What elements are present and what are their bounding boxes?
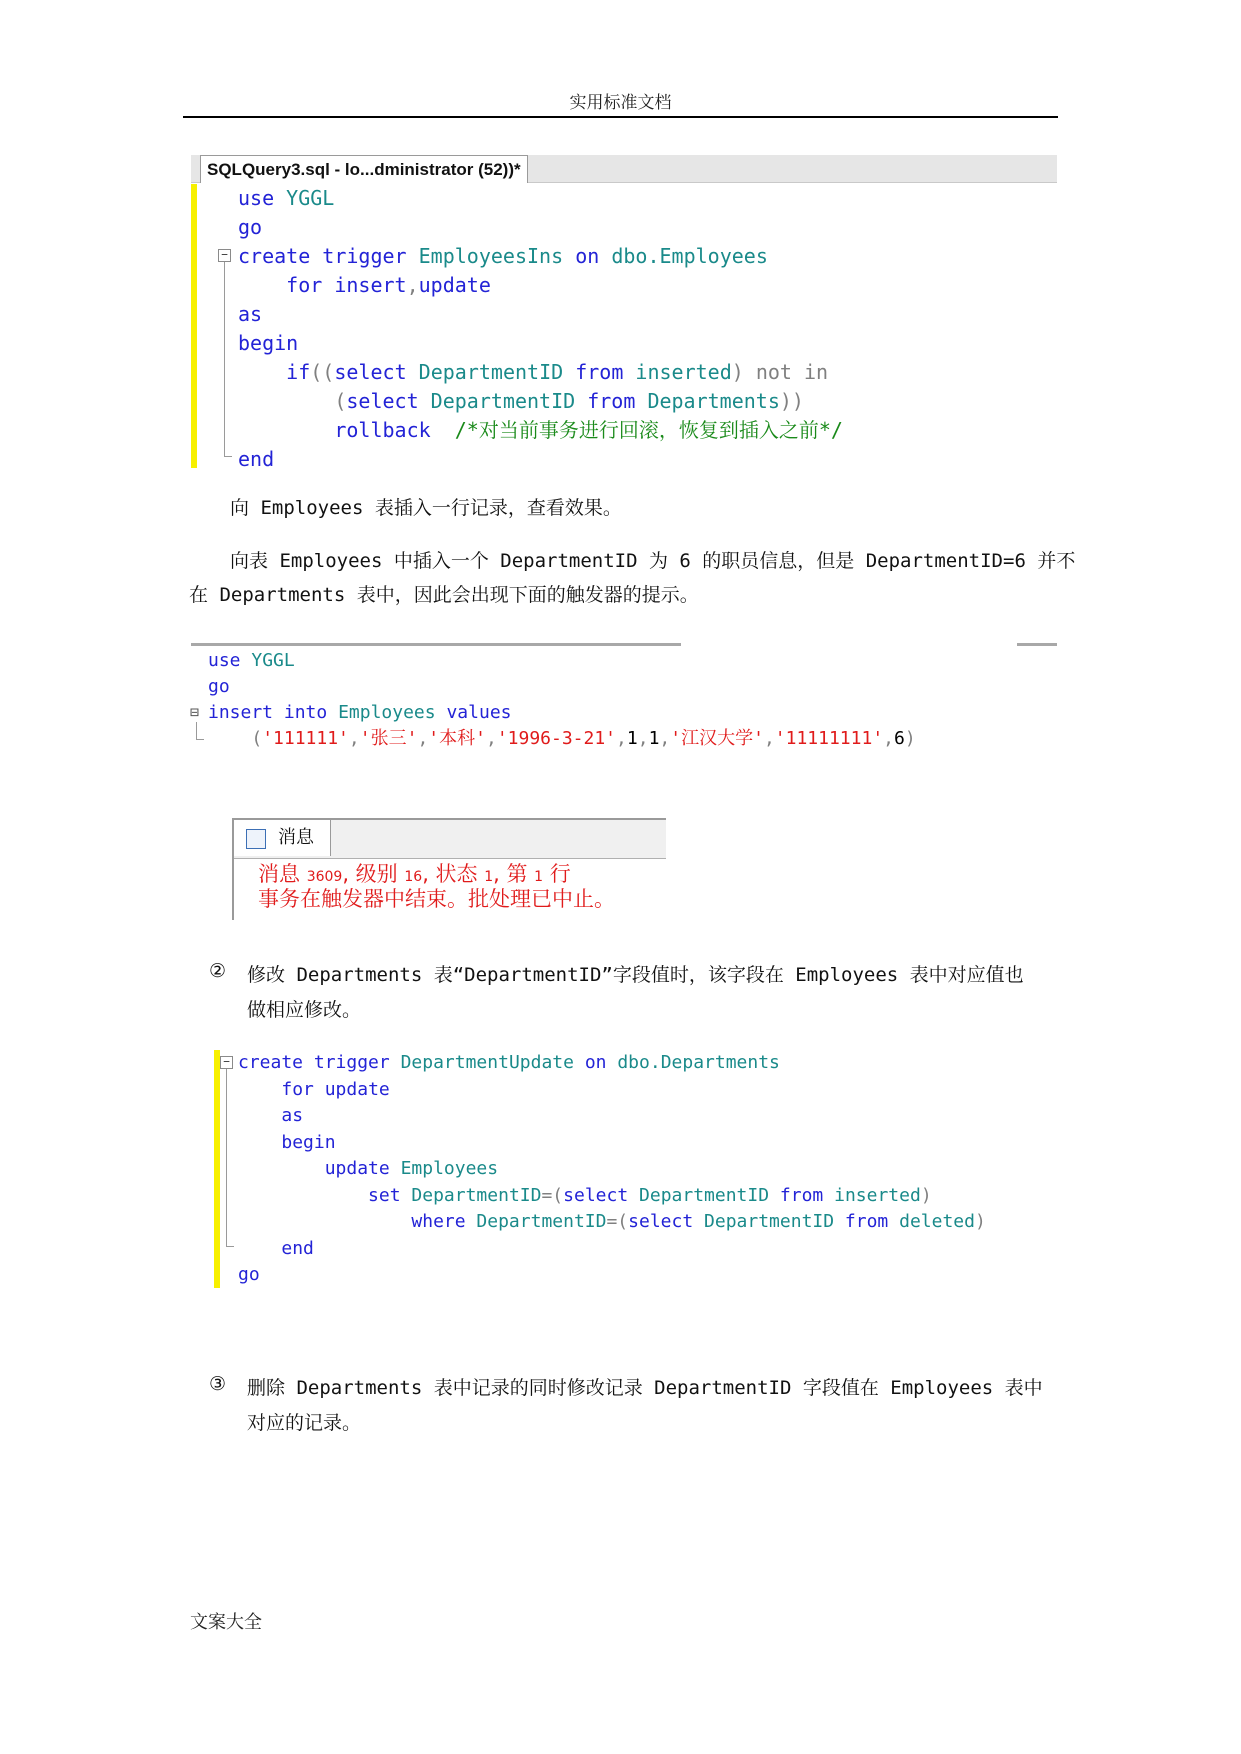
code-token	[419, 389, 431, 413]
code-line	[238, 184, 843, 213]
code-line	[238, 1050, 986, 1077]
code-token	[436, 702, 447, 723]
code-line	[238, 1103, 986, 1130]
outline-guide-end	[196, 739, 204, 740]
code-token: DepartmentID	[639, 1184, 770, 1206]
code-token	[575, 389, 587, 413]
item-2-line2: 做相应修改。	[247, 999, 362, 1021]
code-token	[238, 1158, 325, 1179]
item-3-line1: 删除 Departments 表中记录的同时修改记录 DepartmentID 字段值在 Employees 表中	[247, 1377, 1043, 1399]
editor-top-border	[191, 643, 681, 646]
code-token	[466, 1211, 477, 1232]
code-token: Departments	[647, 389, 780, 413]
code-token: for	[286, 273, 323, 297]
code-token: '江汉大学'	[670, 728, 764, 749]
code-token: trigger	[322, 244, 407, 268]
code-line	[238, 1156, 986, 1183]
code-token	[574, 1052, 585, 1073]
collapse-icon[interactable]: ⊟	[190, 703, 200, 721]
code-token	[273, 702, 284, 723]
code-line	[208, 648, 916, 674]
code-token: DepartmentUpdate	[400, 1052, 574, 1073]
header-rule	[183, 116, 1058, 118]
message-icon	[246, 829, 266, 849]
msg-state: 1	[484, 869, 494, 885]
code-token	[635, 389, 647, 413]
code-token: EmployeesIns	[418, 244, 564, 268]
code-token	[431, 418, 455, 442]
code-token: update	[418, 273, 491, 297]
code-token: YGGL	[286, 186, 335, 210]
code-token	[599, 244, 611, 268]
code-token: trigger	[313, 1052, 390, 1073]
code-token: select	[346, 389, 419, 413]
code-token: /*对当前事务进行回滚，恢复到插入之前*/	[454, 418, 843, 442]
editor-top-border-right	[1017, 643, 1057, 646]
code-token	[563, 360, 575, 384]
code-token	[238, 1185, 368, 1206]
code-line	[238, 1262, 986, 1289]
code-line	[238, 1130, 986, 1157]
code-token: ))	[779, 389, 804, 413]
code-line	[238, 300, 843, 329]
code-token: create	[238, 1052, 304, 1073]
messages-tab[interactable]	[234, 820, 331, 856]
code-token: ,	[485, 728, 497, 749]
code-token	[238, 360, 286, 384]
code-token	[241, 650, 252, 671]
code-token: Employees	[400, 1158, 499, 1179]
code-token: '本科'	[428, 728, 486, 749]
code-token: ,	[763, 728, 775, 749]
code-token: update	[324, 1158, 390, 1179]
collapse-icon[interactable]: −	[220, 1056, 233, 1069]
code-token	[314, 1079, 325, 1100]
code-token	[823, 1185, 834, 1206]
message-line-2: 事务在触发器中结束。批处理已中止。	[258, 887, 615, 911]
change-margin-bar	[191, 184, 197, 468]
code-token: create	[238, 244, 311, 268]
code-token: 6	[894, 728, 905, 749]
code-line	[238, 358, 843, 387]
code-token	[834, 1211, 845, 1232]
code-token: in	[804, 360, 829, 384]
code-token	[390, 1158, 401, 1179]
code-line	[208, 674, 916, 700]
item-marker-3: ③	[209, 1373, 227, 1395]
code-token: =(	[606, 1211, 629, 1232]
code-token: Employees	[338, 702, 436, 723]
code-token: '张三'	[359, 728, 418, 749]
code-token: insert	[334, 273, 407, 297]
code-token: go	[238, 215, 263, 239]
code-token	[563, 244, 575, 268]
code-token: )	[974, 1211, 986, 1232]
code-line	[238, 329, 843, 358]
code-token: begin	[238, 331, 299, 355]
page-header-title: 实用标准文档	[569, 93, 672, 113]
item-2-line1: 修改 Departments 表“DepartmentID”字段值时，该字段在 Employees 表中对应值也	[247, 964, 1024, 986]
outline-guide-end	[224, 456, 232, 457]
code-token: use	[208, 650, 241, 671]
code-token: rollback	[334, 418, 431, 442]
code-token	[238, 418, 334, 442]
code-token: DepartmentID	[476, 1211, 607, 1232]
code-token: set	[368, 1184, 401, 1206]
code-token	[744, 360, 756, 384]
code-token: for	[281, 1078, 314, 1100]
code-token	[303, 1052, 314, 1073]
code-token: begin	[281, 1131, 336, 1153]
code-token	[407, 360, 419, 384]
code-token	[238, 389, 334, 413]
code-line	[238, 271, 843, 300]
item-marker-2: ②	[209, 960, 227, 982]
code-token: DepartmentID	[418, 360, 564, 384]
code-line	[238, 416, 843, 445]
msg-row: 1	[534, 869, 544, 885]
code-token	[407, 244, 419, 268]
code-token: where	[411, 1211, 466, 1232]
code-token: ,	[637, 728, 649, 749]
code-token: into	[283, 702, 328, 723]
code-token: ,	[406, 273, 419, 297]
code-token: ,	[883, 728, 894, 749]
code-token: end	[238, 447, 275, 471]
page-footer: 文案大全	[190, 1612, 262, 1633]
code-token	[390, 1052, 401, 1073]
code-line	[238, 387, 843, 416]
code-token: go	[208, 676, 230, 697]
code-token	[769, 1185, 780, 1206]
code-token	[310, 244, 322, 268]
code-token	[401, 1185, 412, 1206]
code-token: select	[628, 1211, 694, 1232]
code-token	[693, 1211, 704, 1232]
code-block-3[interactable]	[238, 1050, 986, 1289]
code-block-2[interactable]	[208, 648, 916, 752]
code-token	[208, 728, 251, 749]
code-token: 1	[648, 728, 660, 749]
msg-number: 3609	[306, 869, 343, 885]
msg-word: 行	[543, 862, 571, 886]
outline-guide	[196, 722, 197, 740]
code-line	[238, 445, 843, 474]
code-token: on	[584, 1052, 607, 1073]
code-token: from	[844, 1211, 889, 1232]
code-token: DepartmentID	[430, 389, 576, 413]
code-block-1[interactable]	[238, 184, 843, 474]
code-token: as	[238, 302, 263, 326]
code-token: end	[281, 1237, 314, 1259]
collapse-icon[interactable]: −	[218, 249, 231, 262]
outline-guide	[226, 1069, 227, 1247]
code-token: ,	[659, 728, 671, 749]
item-3-line2: 对应的记录。	[247, 1412, 362, 1434]
message-line-1	[258, 863, 571, 888]
paragraph-explain-line2: 在 Departments 表中，因此会出现下面的触发器的提示。	[189, 584, 699, 606]
code-token	[623, 360, 635, 384]
msg-word: , 状态	[422, 862, 485, 886]
code-token: from	[575, 360, 624, 384]
code-token	[327, 702, 338, 723]
code-token: select	[334, 360, 407, 384]
code-token: dbo.Departments	[617, 1052, 780, 1073]
msg-word: , 级别	[342, 862, 405, 886]
code-token: (	[251, 728, 263, 749]
code-token	[322, 273, 334, 297]
code-token: if	[286, 360, 311, 384]
code-token: '11111111'	[774, 728, 884, 749]
code-token	[888, 1211, 899, 1232]
code-token	[628, 1185, 639, 1206]
code-token: 1	[626, 728, 638, 749]
change-margin-bar	[214, 1050, 220, 1288]
code-token: ,	[616, 728, 627, 749]
code-token: DepartmentID	[704, 1211, 835, 1232]
code-token: '111111'	[262, 728, 349, 749]
code-token: '1996-3-21'	[496, 728, 617, 749]
code-token: )	[731, 360, 744, 384]
code-token: update	[324, 1078, 390, 1100]
code-line	[238, 242, 843, 271]
code-token: as	[281, 1105, 304, 1126]
code-token	[238, 1079, 281, 1100]
messages-tab-label: 消息	[278, 827, 314, 848]
paragraph-explain-line1: 向表 Employees 中插入一个 DepartmentID 为 6 的职员信息，但是 DepartmentID=6 并不	[230, 550, 1076, 572]
code-line	[238, 1183, 986, 1210]
code-token: deleted	[899, 1211, 975, 1232]
code-token	[238, 1238, 281, 1259]
code-token: dbo.Employees	[611, 244, 768, 268]
code-token	[274, 186, 286, 210]
code-token	[238, 1211, 411, 1232]
code-token: not	[755, 360, 792, 384]
code-token	[238, 1105, 281, 1126]
msg-word: 消息	[258, 862, 307, 886]
code-token: select	[563, 1184, 629, 1206]
code-token: ,	[348, 728, 360, 749]
msg-word: , 第	[493, 862, 535, 886]
code-token: from	[779, 1184, 824, 1206]
code-line	[238, 1209, 986, 1236]
code-line	[238, 1236, 986, 1263]
code-line	[238, 213, 843, 242]
code-token: insert	[208, 702, 274, 723]
code-token	[238, 1132, 281, 1153]
code-token	[238, 273, 286, 297]
code-token: use	[238, 186, 275, 210]
code-token: from	[587, 389, 636, 413]
code-token: ((	[310, 360, 335, 384]
code-token	[607, 1052, 618, 1073]
code-token: inserted	[834, 1184, 921, 1206]
outline-guide-end	[226, 1246, 234, 1247]
code-token: go	[238, 1264, 260, 1285]
code-token: on	[575, 244, 600, 268]
code-token: =(	[541, 1184, 564, 1206]
code-token: )	[920, 1184, 932, 1206]
code-token: values	[446, 702, 512, 723]
code-token	[792, 360, 804, 384]
code-token: )	[904, 728, 916, 749]
msg-level: 16	[404, 869, 423, 885]
code-token: ,	[417, 728, 429, 749]
code-token: YGGL	[251, 650, 295, 671]
outline-guide	[224, 262, 225, 457]
editor-tab[interactable]: SQLQuery3.sql - lo...dministrator (52))*	[200, 155, 528, 183]
code-token: DepartmentID	[411, 1184, 542, 1206]
code-line	[238, 1077, 986, 1104]
code-token: (	[334, 389, 347, 413]
code-line	[208, 726, 916, 752]
code-token: inserted	[635, 360, 732, 384]
code-line	[208, 700, 916, 726]
paragraph-insert-note: 向 Employees 表插入一行记录，查看效果。	[230, 497, 622, 519]
